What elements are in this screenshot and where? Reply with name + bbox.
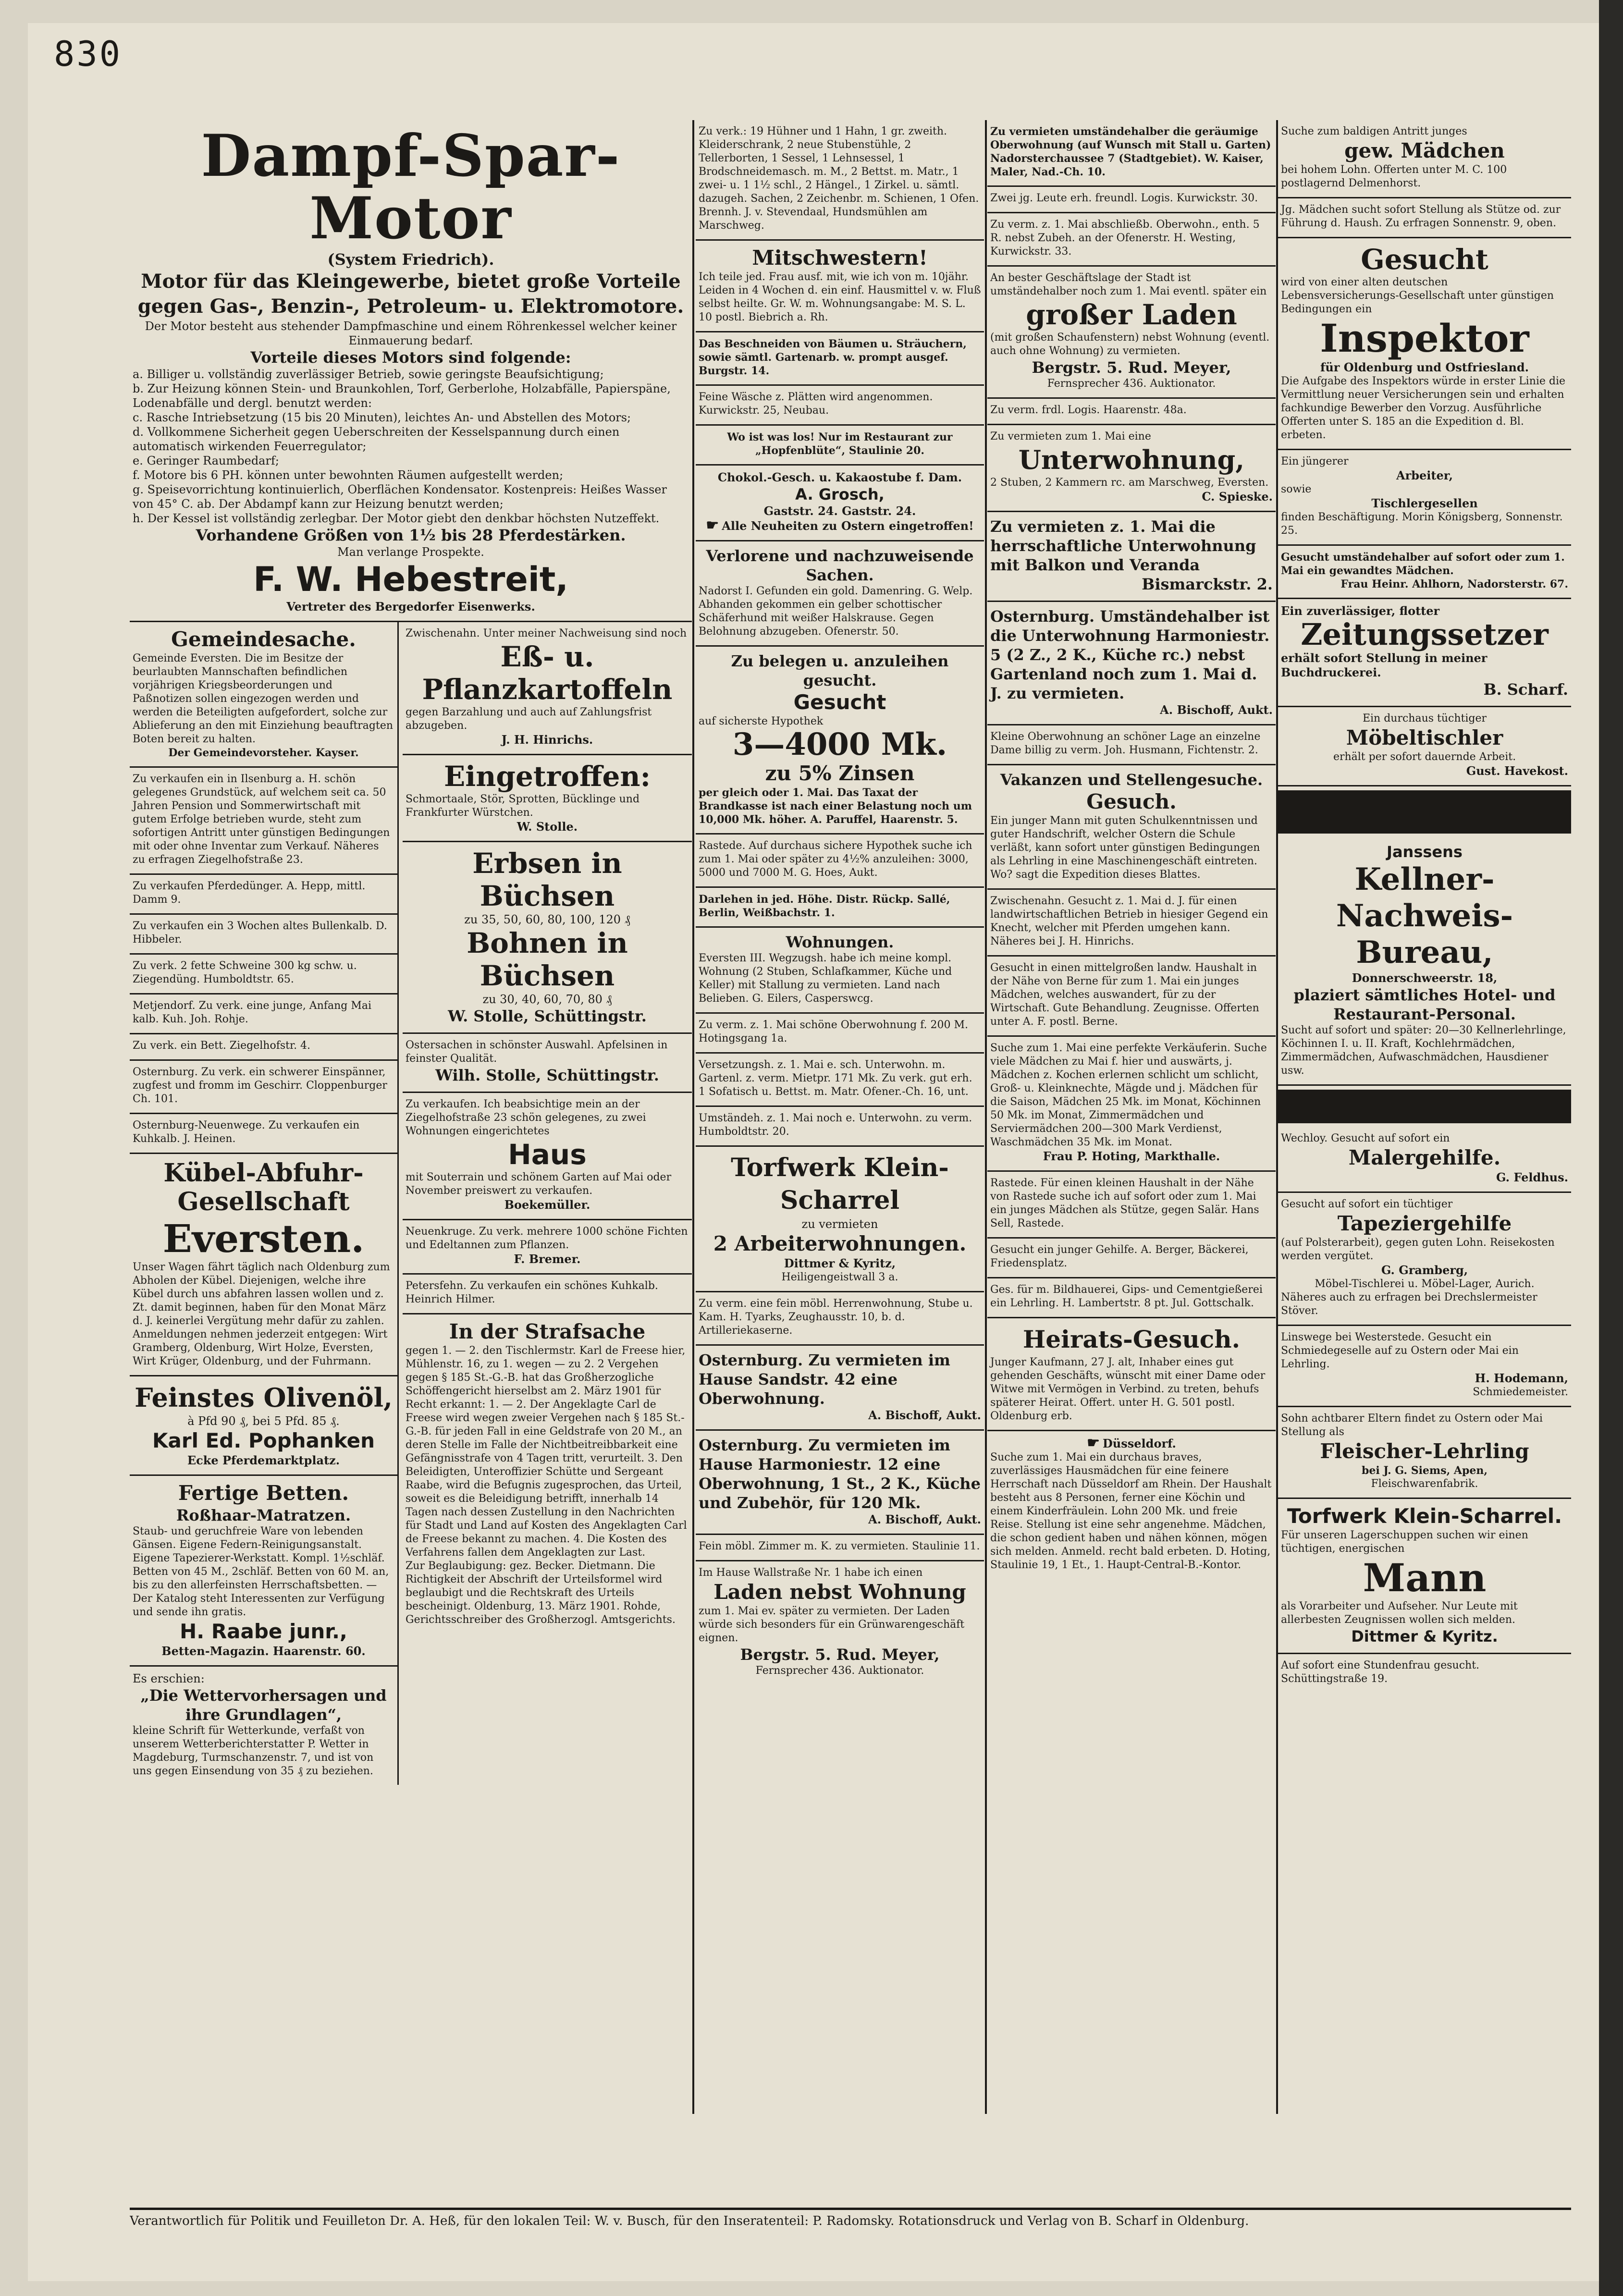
gemeinde-text: Gemeinde Eversten. Die im Besitze der beurlaubten Mannschaften befindlichen vorjährigen Kriegsbeorderungen und Paßnotizen sollen eingezogen werden und werden die Beteiligten aufgefordert, solche zur Ablieferung an den mit Einziehung beauftragten Boten bereit zu halten.	[133, 652, 393, 745]
ad-zeitungssetzer	[1278, 599, 1571, 707]
page-number: 830	[54, 34, 123, 74]
ad-strafsache	[403, 1314, 692, 1633]
umstaend-maedchen-text: Gesucht umständehalber auf sofort oder zum 1. Mai ein gewandtes Mädchen.	[1281, 551, 1565, 577]
stube-text: Zu verm. eine fein möbl. Herrenwohnung, Stube u. Kam. H. Tyarks, Zeughausstr. 10, b. d. Artilleriekaserne.	[699, 1298, 973, 1337]
col1-left	[130, 622, 399, 1785]
gemeinde-sign: Der Gemeindevorsteher. Kayser.	[168, 747, 359, 759]
jg-maedchen-text: Jg. Mädchen sucht sofort Stellung als Stütze od. zur Führung d. Haush. Zu erfragen Sonnenstr. 9, oben.	[1281, 204, 1561, 229]
setzer-text: erhält sofort Stellung in meiner Buchdruckerei.	[1281, 651, 1488, 679]
ad-vakanzen	[987, 765, 1276, 890]
ad-hypothek	[696, 647, 984, 835]
umstaend-text: Umständeh. z. 1. Mai noch e. Unterwohn. zu verm. Humboldtstr. 20.	[699, 1112, 972, 1138]
ad-fleischer	[1278, 1407, 1571, 1499]
torfwerk-text: zu vermieten	[801, 1217, 878, 1231]
rastede-haushalt-text: Rastede. Für einen kleinen Haushalt in der Nähe von Rastede suche ich auf sofort oder zum 1. Mai ein junges Mädchen als Stütze, gegen Salär. Hans Sell, Rastede.	[990, 1177, 1259, 1229]
zwischenahn-text: Zwischenahn. Unter meiner Nachweisung sind noch	[406, 627, 687, 639]
kuebel-title: Kübel-Abfuhr-Gesellschaft	[163, 1158, 364, 1216]
inspektor-title: Inspektor	[1320, 316, 1529, 361]
moebel-title: Möbeltischler	[1346, 726, 1503, 749]
herrschaft-text: Zu vermieten z. 1. Mai die herrschaftliche Unterwohnung mit Balkon und Veranda	[990, 517, 1256, 574]
meyer-name: Bergstr. 5. Rud. Meyer,	[740, 1645, 940, 1664]
ad-neuenkruge	[403, 1220, 692, 1275]
betten-firm: H. Raabe junr.,	[180, 1620, 347, 1643]
motor-item: g. Speisevorrichtung kontinuierlich, Oberflächen Kondensator. Kostenpreis: Heißes Wasser von 45° C. ab. Der Abdampf kann zur Heizung benutzt werden;	[133, 483, 667, 511]
hoting-sign: Frau P. Hoting, Markthalle.	[1043, 1149, 1220, 1163]
ad-hopfenbluete	[696, 426, 984, 466]
erbsen-prices: zu 35, 50, 60, 80, 100, 120 ₰	[464, 913, 630, 926]
ad-zimmer	[696, 1535, 984, 1561]
black-banner	[1278, 790, 1571, 834]
rastede-text: Rastede. Auf durchaus sichere Hypothek suche ich zum 1. Mai oder später zu 4½% anzuleihen: 3000, 5000 und 7000 M. G. Hoes, Aukt.	[699, 840, 972, 879]
olive-firm: Karl Ed. Pophanken	[152, 1429, 375, 1452]
ad-huehner	[696, 120, 984, 241]
schweine-text: Zu verk. 2 fette Schweine 300 kg schw. u. Ziegendüng. Humboldtstr. 65.	[133, 960, 357, 985]
kartoffeln-sign: J. H. Hinrichs.	[501, 733, 593, 747]
kuebel-name: Eversten.	[162, 1216, 365, 1261]
ad-erbsen-bohnen	[403, 842, 692, 1034]
motor-firm: F. W. Hebestreit,	[253, 560, 568, 599]
ad-tischler	[1278, 450, 1571, 546]
betten-sub: Roßhaar-Matratzen.	[176, 1506, 351, 1524]
ad-heirat	[987, 1318, 1276, 1431]
stundenfrau-text: Auf sofort eine Stundenfrau gesucht. Schüttingstraße 19.	[1281, 1659, 1480, 1685]
ad-harmoniestr	[696, 1431, 984, 1535]
ad-jg-maedchen	[1278, 198, 1571, 238]
ad-dampf-spar-motor	[130, 120, 692, 622]
havekost-sign: Gust. Havekost.	[1466, 764, 1568, 778]
frdl-logis-text: Zu verm. frdl. Logis. Haarenstr. 48a.	[990, 404, 1187, 416]
ad-sandstr	[696, 1346, 984, 1431]
wetter-intro: Es erschien:	[133, 1672, 205, 1685]
torfwerk-title: Torfwerk Klein-Scharrel	[731, 1153, 949, 1215]
arbeiter-title: 2 Arbeiterwohnungen.	[713, 1232, 967, 1255]
pferde-text: Zu verkaufen Pferdedünger. A. Hepp, mittl. Damm 9.	[133, 880, 366, 906]
dittmer-name: Dittmer & Kyritz,	[784, 1256, 896, 1270]
bos-text: Wo ist was los! Nur im Restaurant zur „Hopfenblüte“, Staulinie 20.	[727, 431, 953, 457]
gesucht-inspektor-text: wird von einer alten deutschen Lebensversicherungs-Gesellschaft unter günstigen Bedingungen ein	[1281, 276, 1554, 315]
ad-umstaend	[696, 1107, 984, 1147]
ad-verkaeuferin	[987, 1037, 1276, 1172]
grosch-name: A. Grosch,	[795, 485, 885, 503]
siems-name: bei J. G. Siems, Apen,	[1361, 1464, 1488, 1477]
motor-adv-head: Vorteile dieses Motors sind folgende:	[250, 348, 571, 367]
gramberg-name: G. Gramberg,	[1381, 1263, 1468, 1277]
siems-sub: Fleischwarenfabrik.	[1371, 1478, 1478, 1490]
hodemann-sub: Schmiedemeister.	[1473, 1386, 1568, 1398]
osternburg-text: Osternburg. Zu verk. ein schwerer Einspänner, zugfest und fromm im Geschirr. Cloppenburger Ch. 101.	[133, 1066, 387, 1105]
olive-addr: Ecke Pferdemarktplatz.	[187, 1453, 340, 1467]
vakanzen-title: Vakanzen und Stellengesuche.	[1000, 771, 1263, 789]
setzer-intro: Ein zuverlässiger, flotter	[1281, 604, 1440, 618]
ad-harmoniestr-5	[987, 602, 1276, 725]
mann-text: als Vorarbeiter und Aufseher. Nur Leute mit allerbesten Zeugnissen wollen sich melden.	[1281, 1600, 1518, 1626]
neuenkruge-text: Neuenkruge. Zu verk. mehrere 1000 schöne Fichten und Edeltannen zum Pflanzen.	[406, 1226, 688, 1251]
ad-stube	[696, 1292, 984, 1346]
gehilfe-text: Gesucht ein junger Gehilfe. A. Berger, Bäckerei, Friedensplatz.	[990, 1244, 1249, 1269]
spieske-sign: C. Spieske.	[1202, 490, 1273, 503]
ad-kartoffeln	[403, 622, 692, 755]
zwischenahn-knecht-text: Zwischenahn. Gesucht z. 1. Mai d. J. für einen landwirtschaftlichen Betrieb in hiesiger Gegend ein Knecht, welcher mit Pferden umgehen kann. Näheres bei J. H. Hinrichs.	[990, 895, 1268, 947]
laden-desc: (mit großen Schaufenstern) nebst Wohnung (eventl. auch ohne Wohnung) zu vermieten.	[990, 332, 1270, 357]
gesucht-inspektor-title: Gesucht	[1361, 243, 1488, 276]
ad-ofenerstr	[987, 213, 1276, 267]
wetter-text: kleine Schrift für Wetterkunde, verfaßt von unserem Wetterberichterstatter P. Wetter in Magdeburg, Turmschanzenstr. 7, und ist von uns gegen Einsendung von 35 ₰ zu beziehen.	[133, 1725, 374, 1777]
ad-herrschaft	[987, 512, 1276, 602]
tischler-title: Tischlergesellen	[1371, 496, 1478, 510]
ad-petersfehn	[403, 1275, 692, 1314]
pointing-hand-icon: ☛	[1087, 1435, 1100, 1451]
ad-osternburg	[130, 1061, 397, 1114]
ad-wohnungen	[696, 928, 984, 1014]
logis-text: Zwei jg. Leute erh. freundl. Logis. Kurwickstr. 30.	[990, 192, 1258, 204]
betten-addr: Betten-Magazin. Haarenstr. 60.	[161, 1644, 366, 1658]
motor-title: Dampf-Spar-Motor	[201, 122, 621, 252]
page-edge	[1599, 0, 1623, 2296]
darlehen-text: Darlehen in jed. Höhe. Distr. Rückp. Sallé, Berlin, Weißbachstr. 1.	[699, 893, 950, 919]
verloren-title: Verlorene und nachzuweisende Sachen.	[706, 547, 974, 584]
betten-text: Staub- und geruchfreie Ware von lebenden Gänsen. Eigene Federn-Reinigungsanstalt. Eigene Tapezierer-Werkstatt. Kompl. 1½schläf. Betten von 45 M., 2schläf. Betten von 60 M. an, bis zu den allerfeinsten Herrschaftsbetten. — Der Katalog steht Interessenten zur Verfügung und sende ihn gratis.	[133, 1525, 389, 1618]
black-banner	[1278, 1090, 1571, 1123]
kuebel-text: Unser Wagen fährt täglich nach Oldenburg zum Abholen der Kübel. Diejenigen, welche ihre Kübel durch uns abfahren lassen wollen und z. Zt. damit beginnen, haben für den Monat März d. J. keinerlei Vergütung mehr dafür zu zahlen. Anmeldungen nehmen jederzeit entgegen: Wirt Gramberg, Oldenburg, Wirt Holze, Eversten, Wirt Krüger, Oldenburg, und der Fuhrmann.	[133, 1261, 390, 1367]
bismarck-text: Bismarckstr. 2.	[1142, 575, 1273, 593]
ad-olivenoel	[130, 1376, 397, 1476]
haus-text: mit Souterrain und schönem Garten auf Mai oder November preiswert zu verkaufen.	[406, 1171, 672, 1197]
meyer-name-2: Bergstr. 5. Rud. Meyer,	[1032, 358, 1231, 377]
ad-logis	[987, 187, 1276, 213]
ad-zwischenahn-knecht	[987, 890, 1276, 957]
imprint-footer: Verantwortlich für Politik und Feuilleton Dr. A. Heß, für den lokalen Teil: W. v. Busch, für den Inseratenteil: P. Radomsky. Rotationsdruck und Verlag von B. Scharf in Oldenburg.	[130, 2208, 1571, 2228]
ad-moebeltischler	[1278, 707, 1571, 786]
bohnen-title: Bohnen in Büchsen	[467, 927, 628, 992]
arbeiter-title: Arbeiter,	[1396, 468, 1453, 482]
ostersachen-text: Ostersachen in schönster Auswahl. Apfelsinen in feinster Qualität.	[406, 1039, 668, 1065]
kaiser-text: Zu vermieten umständehalber die geräumige Oberwohnung (auf Wunsch mit Stall u. Garten) Nadorsterchaussee 7 (Stadtgebiet). W. Kaiser, Maler, Nad.-Ch. 10.	[990, 125, 1271, 178]
ad-linswege	[1278, 1326, 1571, 1407]
motor-item: d. Vollkommene Sicherheit gegen Ueberschreiten der Kesselspannung durch einen automatisch wirkenden Feuerregulator;	[133, 425, 620, 453]
motor-item: a. Billiger u. vollständig zuverlässiger Betrieb, sowie geringste Beaufsichtigung;	[133, 368, 604, 381]
motor-item: f. Motore bis 6 PH. können unter bewohnten Räumen aufgestellt werden;	[133, 468, 564, 482]
hyp-text: per gleich oder 1. Mai. Das Taxat der Brandkasse ist nach einer Belastung noch um 10,000 Mk. höher. A. Paruffel, Haarenstr. 5.	[699, 786, 972, 826]
kellner-text: plaziert sämtliches Hotel- und Restaurant-Personal.	[1293, 986, 1556, 1023]
ad-stundenfrau	[1278, 1654, 1571, 1693]
belegen-title: Zu belegen u. anzuleihen gesucht.	[731, 652, 949, 689]
oberwohnung-text: Zu verm. z. 1. Mai schöne Oberwohnung f. 200 M. Hotingsgang 1a.	[699, 1019, 969, 1044]
ad-inspektor	[1278, 238, 1571, 450]
dittmer-sign: Dittmer & Kyritz.	[1351, 1627, 1498, 1645]
kellner-sucht: Sucht auf sofort und später: 20—30 Kellnerlehrlinge, Köchinnen I. u. II. Kraft, Kochlehrmädchen, Zimmermädchen, Aufwaschmädchen, Hausdiener usw.	[1281, 1024, 1566, 1077]
ad-verloren	[696, 541, 984, 647]
ad-gehilfe	[987, 1239, 1276, 1278]
ad-versetzung	[696, 1054, 984, 1107]
stolle-sign-2: Wilh. Stolle, Schüttingstr.	[435, 1066, 659, 1084]
column-1	[130, 120, 692, 2138]
olive-sub: à Pfd 90 ₰, bei 5 Pfd. 85 ₰.	[187, 1414, 340, 1428]
kleine-text: Kleine Oberwohnung an schöner Lage an einzelne Dame billig zu verm. Joh. Husmann, Fichtenstr. 2.	[990, 731, 1261, 756]
grosch-addr: Gaststr. 24. Gaststr. 24.	[763, 504, 916, 518]
gramberg-naeh: Näheres auch zu erfragen bei Drechslermeister Stöver.	[1281, 1291, 1537, 1317]
ad-neuenwege	[130, 1114, 397, 1154]
versetzung-text: Versetzungsh. z. 1. Mai e. sch. Unterwohn. m. Gartenl. z. verm. Mietpr. 171 Mk. Zu verk. gut erh. 1 Sofatisch u. Bettst. m. Matr. Ofener.-Ch. 16, unt.	[699, 1059, 972, 1098]
laden-title: Laden nebst Wohnung	[713, 1580, 966, 1604]
straf-sign: Zur Beglaubigung: gez. Becker. Dietmann. Die Richtigkeit der Abschrift der Urteilsformel wird beglaubigt und die Rechtskraft des Urteils bescheinigt. Oldenburg, 13. März 1901. Rohde, Gerichtsschreiber des Großherzogl. Amtsgerichts.	[406, 1560, 676, 1626]
bischoff-sign-3: A. Bischoff, Aukt.	[1160, 703, 1273, 717]
ad-baeume	[696, 332, 984, 386]
ad-laden	[696, 1561, 984, 1684]
ad-kellner	[1278, 837, 1571, 1086]
ad-gemeindesache	[130, 622, 397, 768]
zimmer-text: Fein möbl. Zimmer m. K. zu vermieten. Staulinie 11.	[699, 1540, 980, 1552]
sandstr-text: Osternburg. Zu vermieten im Hause Sandstr. 42 eine Oberwohnung.	[699, 1351, 950, 1408]
ostern-label: Alle Neuheiten zu Ostern eingetroffen!	[722, 519, 974, 533]
feldhus-sign: G. Feldhus.	[1496, 1170, 1568, 1184]
abhanden-text: Abhanden gekommen ein gelber schottischer Schäferhund mit weißer Halskrause. Gegen Belohnung abzugeben. Ofenerstr. 50.	[699, 599, 942, 638]
moebel-text: erhält per sofort dauernde Arbeit.	[1333, 751, 1516, 763]
gesuch-title: Gesuch.	[1086, 790, 1177, 813]
motor-system: (System Friedrich).	[327, 250, 494, 269]
ad-oberwohnung	[696, 1014, 984, 1054]
verkaeuferin-text: Suche zum 1. Mai eine perfekte Verkäuferin. Suche viele Mädchen zu Mai f. hier und auswärts, j. Mädchen z. Kochen erlernen schlicht um schlicht, Groß- u. Kleinknechte, Mägde und j. Mädchen für die Saison, Mädchen 25 Mk. im Monat, Köchinnen 50 Mk. im Monat, Zimmermädchen und Serviermädchen 200—300 Mark Verdienst, Waschmädchen 35 Mk. im Monat.	[990, 1042, 1267, 1148]
betten-title: Fertige Betten.	[178, 1481, 349, 1505]
motor-item: h. Der Kessel ist vollständig zerlegbar. Der Motor giebt den denkbar höchsten Nutzeffekt.	[133, 512, 660, 525]
ad-pferde	[130, 875, 397, 915]
tapezier-text: (auf Polsterarbeit), gegen guten Lohn. Reisekosten werden vergütet.	[1281, 1237, 1555, 1262]
column-rule	[985, 120, 987, 2114]
ad-haus	[403, 1093, 692, 1220]
summe-text: 3—4000 Mk.	[732, 726, 947, 762]
ilsenburg-text: Zu verkaufen ein in Ilsenburg a. H. schön gelegenes Grundstück, auf welchem seit ca. 50 Jahren Pension und Sommerwirtschaft mit gutem Erfolge betrieben wurde, steht zum sofortigen Antritt unter günstigen Bedingungen mit oder ohne Inventar zum Verkauf. Näheres zu erfragen Ziegelhofstraße 23.	[133, 773, 390, 866]
eingetroffen-sign: W. Stolle.	[516, 820, 578, 834]
hodemann-name: H. Hodemann,	[1475, 1371, 1568, 1385]
gesuch-text: Ein junger Mann mit guten Schulkenntnissen und guter Handschrift, welcher Ostern die Schule verläßt, kann sofort unter günstigen Bedingungen als Lehrling in eine Maschinengeschäft eintreten. Wo? sagt die Expedition dieses Blattes.	[990, 815, 1260, 881]
ad-malergehilfe	[1278, 1127, 1571, 1193]
janssens-title: Janssens	[1387, 843, 1463, 861]
straf-title: In der Strafsache	[449, 1320, 646, 1343]
huehner-text: Zu verk.: 19 Hühner und 1 Hahn, 1 gr. zweith. Kleiderschrank, 2 neue Stubenstühle, 2 Tellerborten, 1 Sessel, 1 Lehnsessel, 1 Brodschneidemasch. m. M., 2 Bettst. m. Matr., 1 zwei- u. 1 1½ schl., 2 Hängel., 1 Zirkel. u. sämtl. dazugeh. Sachen, 2 Zeichenbr. m. Schienen, 1 Ofen. Brennh. J. v. Stevendaal, Hundsmühlen am Marschweg.	[699, 125, 979, 232]
bischoff-sign-2: A. Bischoff, Aukt.	[868, 1512, 981, 1526]
col1-split	[130, 622, 692, 1785]
metjendorf-text: Metjendorf. Zu verk. eine junge, Anfang Mai kalb. Kuh. Joh. Rohje.	[133, 1000, 372, 1025]
sohn-text: Sohn achtbarer Eltern findet zu Ostern oder Mai Stellung als	[1281, 1412, 1543, 1438]
torfwerk-mann-text: Für unseren Lagerschuppen suchen wir einen tüchtigen, energischen	[1281, 1529, 1528, 1555]
tischler-text: finden Beschäftigung. Morin Königsberg, Sonnenstr. 25.	[1281, 511, 1563, 537]
ostern-text	[699, 518, 981, 533]
heirat-text: Junger Kaufmann, 27 J. alt, Inhaber eines gut gehenden Geschäfts, wünscht mit einer Dame oder Witwe mit Vermögen in Verbind. zu treten, behufs späterer Heirat. Offert. unter H. G. 501 postl. Oldenburg erb.	[990, 1356, 1266, 1422]
berne-text: Gesucht in einen mittelgroßen landw. Haushalt in der Nähe von Berne für zum 1. Mai ein junges Mädchen, welches auswandert, für zu der Wirtschaft. Gute Behandlung. Zeugnisse. Offerten unter A. F. postl. Berne.	[990, 962, 1259, 1028]
ad-kaiser	[987, 120, 1276, 187]
ad-ilsenburg	[130, 768, 397, 875]
waesche-text: Feine Wäsche z. Plätten wird angenommen. Kurwickstr. 25, Neubau.	[699, 391, 933, 417]
harmoniestr5-text: Osternburg. Umständehalber ist die Unterwohnung Harmoniestr. 5 (2 Z., 2 K., Küche rc.) nebst Gartenland noch zum 1. Mai d. J. zu vermieten.	[990, 607, 1270, 702]
haus-sign: Boekemüller.	[504, 1198, 590, 1212]
setzer-title: Zeitungssetzer	[1301, 617, 1549, 652]
ad-gewandtes-maedchen	[1278, 546, 1571, 599]
unterwohnung-intro: Zu vermieten zum 1. Mai eine	[990, 430, 1151, 442]
eingetroffen-title: Eingetroffen:	[444, 760, 651, 793]
bett-text: Zu verk. ein Bett. Ziegelhofstr. 4.	[133, 1040, 311, 1052]
mann-title: Mann	[1363, 1555, 1487, 1600]
ad-torfwerk-mann	[1278, 1499, 1571, 1654]
ad-wetter	[130, 1667, 397, 1785]
dittmer-addr: Heiligengeistwall 3 a.	[781, 1271, 898, 1283]
ad-bullenkalb	[130, 915, 397, 955]
neuenwege-text: Osternburg-Neuenwege. Zu verkaufen ein Kuhkalb. J. Heinen.	[133, 1119, 360, 1145]
ad-schweine	[130, 955, 397, 995]
sowie-text: sowie	[1281, 483, 1312, 495]
ad-mitschwestern	[696, 241, 984, 332]
ad-bett	[130, 1034, 397, 1061]
gramberg-text: Möbel-Tischlerei u. Möbel-Lager, Aurich.	[1315, 1278, 1535, 1290]
ad-berne	[987, 957, 1276, 1037]
nadorst-text: Nadorst I. Gefunden ein gold. Damenring. G. Welp.	[699, 585, 973, 597]
ad-waesche	[696, 386, 984, 426]
motor-item: e. Geringer Raumbedarf;	[133, 454, 279, 467]
heirat-title: Heirats-Gesuch.	[1022, 1325, 1240, 1353]
stolle-sign: W. Stolle, Schüttingstr.	[448, 1007, 647, 1025]
kellner-addr: Donnerschweerstr. 18,	[1352, 971, 1498, 985]
bischoff-sign: A. Bischoff, Aukt.	[868, 1408, 981, 1422]
inspektor-sub: für Oldenburg und Ostfriesland.	[1320, 360, 1529, 374]
ahlhorn-sign: Frau Heinr. Ahlhorn, Nadorsterstr. 67.	[1340, 578, 1568, 590]
ad-bildhauerei	[987, 1278, 1276, 1318]
ad-kleine-oberwohnung	[987, 725, 1276, 765]
maedchen-title: gew. Mädchen	[1344, 139, 1505, 162]
hypothek-label: auf sicherste Hypothek	[699, 715, 824, 727]
pointing-hand-icon: ☛	[706, 517, 719, 534]
motor-item: c. Rasche Intriebsetzung (15 bis 20 Minuten), leichtes An- und Abstellen des Motors;	[133, 411, 631, 424]
column-rule	[692, 120, 694, 2114]
ad-darlehen	[696, 888, 984, 928]
duesseldorf-label: Düsseldorf.	[1102, 1437, 1176, 1450]
harmoniestr-text: Osternburg. Zu vermieten im Hause Harmoniestr. 12 eine Oberwohnung, 1 St., 2 K., Küche und Zubehör, für 120 Mk.	[699, 1436, 981, 1512]
moebel-intro: Ein durchaus tüchtiger	[1362, 712, 1487, 724]
wallstr-text: Im Hause Wallstraße Nr. 1 habe ich einen	[699, 1567, 923, 1579]
ad-betten	[130, 1476, 397, 1667]
wetter-title: „Die Wettervorhersagen und ihre Grundlagen“,	[140, 1686, 387, 1724]
column-4	[1278, 120, 1571, 2138]
tapezier-intro: Gesucht auf sofort ein tüchtiger	[1281, 1198, 1453, 1210]
meyer-sub: Fernsprecher 436. Auktionator.	[755, 1665, 924, 1677]
wechloy-text: Wechloy. Gesucht auf sofort ein	[1281, 1132, 1450, 1144]
column-2	[696, 120, 984, 2138]
duesseldorf-title	[990, 1436, 1273, 1451]
ad-gew-maedchen	[1278, 120, 1571, 198]
ad-torfwerk	[696, 1147, 984, 1292]
chokol-text: Chokol.-Gesch. u. Kakaostube f. Dam.	[717, 470, 962, 484]
gemeinde-title: Gemeindesache.	[171, 627, 356, 651]
haus-intro: Zu verkaufen. Ich beabsichtige mein an der Ziegelhofstraße 23 schön gelegenes, zu zwei Wohnungen eingerichtetes	[406, 1098, 646, 1137]
ad-ostersachen	[403, 1034, 692, 1093]
ad-unterwohnung	[987, 425, 1276, 512]
bohnen-prices: zu 30, 40, 60, 70, 80 ₰	[482, 993, 612, 1006]
ad-grosser-laden	[987, 267, 1276, 399]
petersfehn-text: Petersfehn. Zu verkaufen ein schönes Kuhkalb. Heinrich Hilmer.	[406, 1280, 658, 1305]
neuenkruge-sign: F. Bremer.	[514, 1252, 581, 1266]
column-3	[987, 120, 1276, 2138]
kartoffeln-title: Eß- u. Pflanzkartoffeln	[422, 640, 673, 706]
inspektor-text: Die Aufgabe des Inspektors würde in erster Linie die Vermittlung neuer Versicherungen sein und erhalten fachkundige Bewerber den Vorzug. Ausführliche Offerten unter S. 185 an die Expedition d. Bl. erbeten.	[1281, 375, 1566, 441]
ad-duesseldorf	[987, 1431, 1276, 1579]
wohnungen-title: Wohnungen.	[786, 933, 894, 951]
arbeiter-intro: Ein jüngerer	[1281, 455, 1349, 467]
ad-tapeziergehilfe	[1278, 1193, 1571, 1326]
ad-eingetroffen	[403, 755, 692, 842]
ad-grosch	[696, 466, 984, 541]
ad-rastede	[696, 835, 984, 888]
unterwohnung-title: Unterwohnung,	[1018, 444, 1245, 475]
tapezier-title: Tapeziergehilfe	[1337, 1212, 1512, 1235]
mitschwester-title: Mitschwestern!	[752, 246, 928, 270]
erbsen-title: Erbsen in Büchsen	[472, 847, 622, 912]
meyer-sub-2: Fernsprecher 436. Auktionator.	[1047, 378, 1216, 390]
bullenkalb-text: Zu verkaufen ein 3 Wochen altes Bullenkalb. D. Hibbeler.	[133, 920, 387, 945]
straf-text: gegen 1. — 2. den Tischlermstr. Karl de Freese hier, Mühlenstr. 16, zu 1. wegen — zu 2. 2 Vergehen gegen § 185 St.-G.-B. hat das Großherzogliche Schöffengericht hierselbst am 2. März 1901 für Recht erkannt: 1. — 2. Der Angeklagte Carl de Freese wird wegen zweier Vergehen nach § 185 St.-G.-B. für jeden Fall in eine Geldstrafe von 20 M., an deren Stelle im Falle der Nichtbeitreibbarkeit eine Gefängnisstrafe von 4 Tagen tritt, verurteilt. 3. Den Beleidigten, Unteroffizier Schütte und Sergeant Raabe, wird die Befugnis zugesprochen, das Urteil, soweit es die Beleidigung betrifft, innerhalb 14 Tagen nach dessen Zustellung in den Nachrichten für Stadt und Land auf Kosten des Angeklagten Carl de Freese bekannt zu machen. 4. Die Kosten des Verfahrens fallen dem Angeklagten zur Last.	[406, 1345, 687, 1559]
motor-intro: Der Motor besteht aus stehender Dampfmaschine und einem Röhrenkessel welcher keiner Einmauerung bedarf.	[145, 319, 677, 347]
ad-frdl-logis	[987, 399, 1276, 425]
ad-kuebel	[130, 1154, 397, 1376]
eingetroffen-text: Schmortaale, Stör, Sprotten, Bücklinge und Frankfurter Würstchen.	[406, 793, 640, 819]
linswege-text: Linswege bei Westerstede. Gesucht ein Schmiedegeselle auf zu Ostern oder Mai ein Lehrling.	[1281, 1331, 1519, 1370]
eversten3-text: Eversten III. Wegzugsh. habe ich meine kompl. Wohnung (2 Stuben, Schlafkammer, Küche und Keller) mit Stallung zu vermieten. Land nach Belieben. G. Eilers, Casperswcg.	[699, 952, 952, 1005]
mitschwester-text: Ich teile jed. Frau ausf. mit, wie ich von m. 10jähr. Leiden in 4 Wochen d. ein einf. Hausmittel v. w. Fluß selbst heilte. Gr. W. m. Wohnungsangabe: M. S. L. 10 postl. Biebrich a. Rh.	[699, 271, 981, 323]
kartoffeln-text: gegen Barzahlung und auch auf Zahlungsfrist abzugeben.	[406, 706, 652, 732]
motor-head: Motor für das Kleingewerbe, bietet große Vorteile gegen Gas-, Benzin-, Petroleum- u. Elektromotore.	[137, 270, 684, 318]
bildhauerei-text: Ges. für m. Bildhauerei, Gips- und Cementgießerei ein Lehrling. H. Lambertstr. 8 pt. Jul. Gottschalk.	[990, 1284, 1263, 1309]
motor-prospekte: Man verlange Prospekte.	[337, 545, 484, 559]
kellner-title: Kellner-Nachweis-Bureau,	[1336, 861, 1513, 970]
maedchen-text: bei hohem Lohn. Offerten unter M. C. 100 postlagernd Delmenhorst.	[1281, 164, 1507, 189]
ad-metjendorf	[130, 995, 397, 1034]
laden-intro: An bester Geschäftslage der Stadt ist umständehalber noch zum 1. Mai eventl. später ein	[990, 272, 1267, 297]
zinsen-text: zu 5% Zinsen	[765, 761, 915, 785]
unterwohnung-text: 2 Stuben, 2 Kammern rc. am Marschweg, Eversten.	[990, 477, 1269, 489]
fleischer-title: Fleischer-Lehrling	[1320, 1439, 1529, 1463]
torfwerk-mann-title: Torfwerk Klein-Scharrel.	[1287, 1504, 1562, 1528]
haus-title: Haus	[508, 1138, 587, 1171]
maedchen-intro: Suche zum baldigen Antritt junges	[1281, 125, 1467, 137]
motor-sizes: Vorhandene Größen von 1½ bis 28 Pferdestärken.	[196, 526, 626, 544]
laden-text: zum 1. Mai ev. später zu vermieten. Der Laden würde sich besonders für ein Grünwarengeschäft eignen.	[699, 1605, 965, 1644]
grosser-laden-title: großer Laden	[1026, 298, 1237, 331]
motor-firm-sub: Vertreter des Bergedorfer Eisenwerks.	[286, 600, 535, 614]
duesseldorf-text: Suche zum 1. Mai ein durchaus braves, zuverlässiges Hausmädchen für eine feinere Herrschaft nach Düsseldorf am Rhein. Der Haushalt besteht aus 8 Personen, ferner eine Köchin und einem Kinderfräulein. Lohn 200 Mk. und freie Reise. Stellung ist eine sehr angenehme. Mädchen, die schon gedient haben und nähen können, mögen sich melden. Anmeld. recht bald erbeten. D. Hoting, Staulinie 19, 1 Et., 1. Haupt-Central-B.-Kontor.	[990, 1451, 1272, 1571]
gesucht-title: Gesucht	[793, 690, 886, 714]
malergehilfe-title: Malergehilfe.	[1348, 1146, 1501, 1169]
baeume-text: Das Beschneiden von Bäumen u. Sträuchern, sowie sämtl. Gartenarb. w. prompt ausgef. Burgstr. 14.	[699, 338, 967, 377]
motor-item: b. Zur Heizung können Stein- und Braunkohlen, Torf, Gerberlohe, Holzabfälle, Papierspäne, Lodenabfälle und dergl. benutzt werden:	[133, 382, 671, 410]
ad-rastede-haushalt	[987, 1172, 1276, 1239]
col1-right	[399, 622, 692, 1785]
scharf-sign: B. Scharf.	[1483, 680, 1568, 699]
ofenerstr-text: Zu verm. z. 1. Mai abschließb. Oberwohn., enth. 5 R. nebst Zubeh. an der Ofenerstr. H. Westing, Kurwickstr. 33.	[990, 219, 1260, 258]
olive-title: Feinstes Olivenöl,	[135, 1382, 393, 1413]
